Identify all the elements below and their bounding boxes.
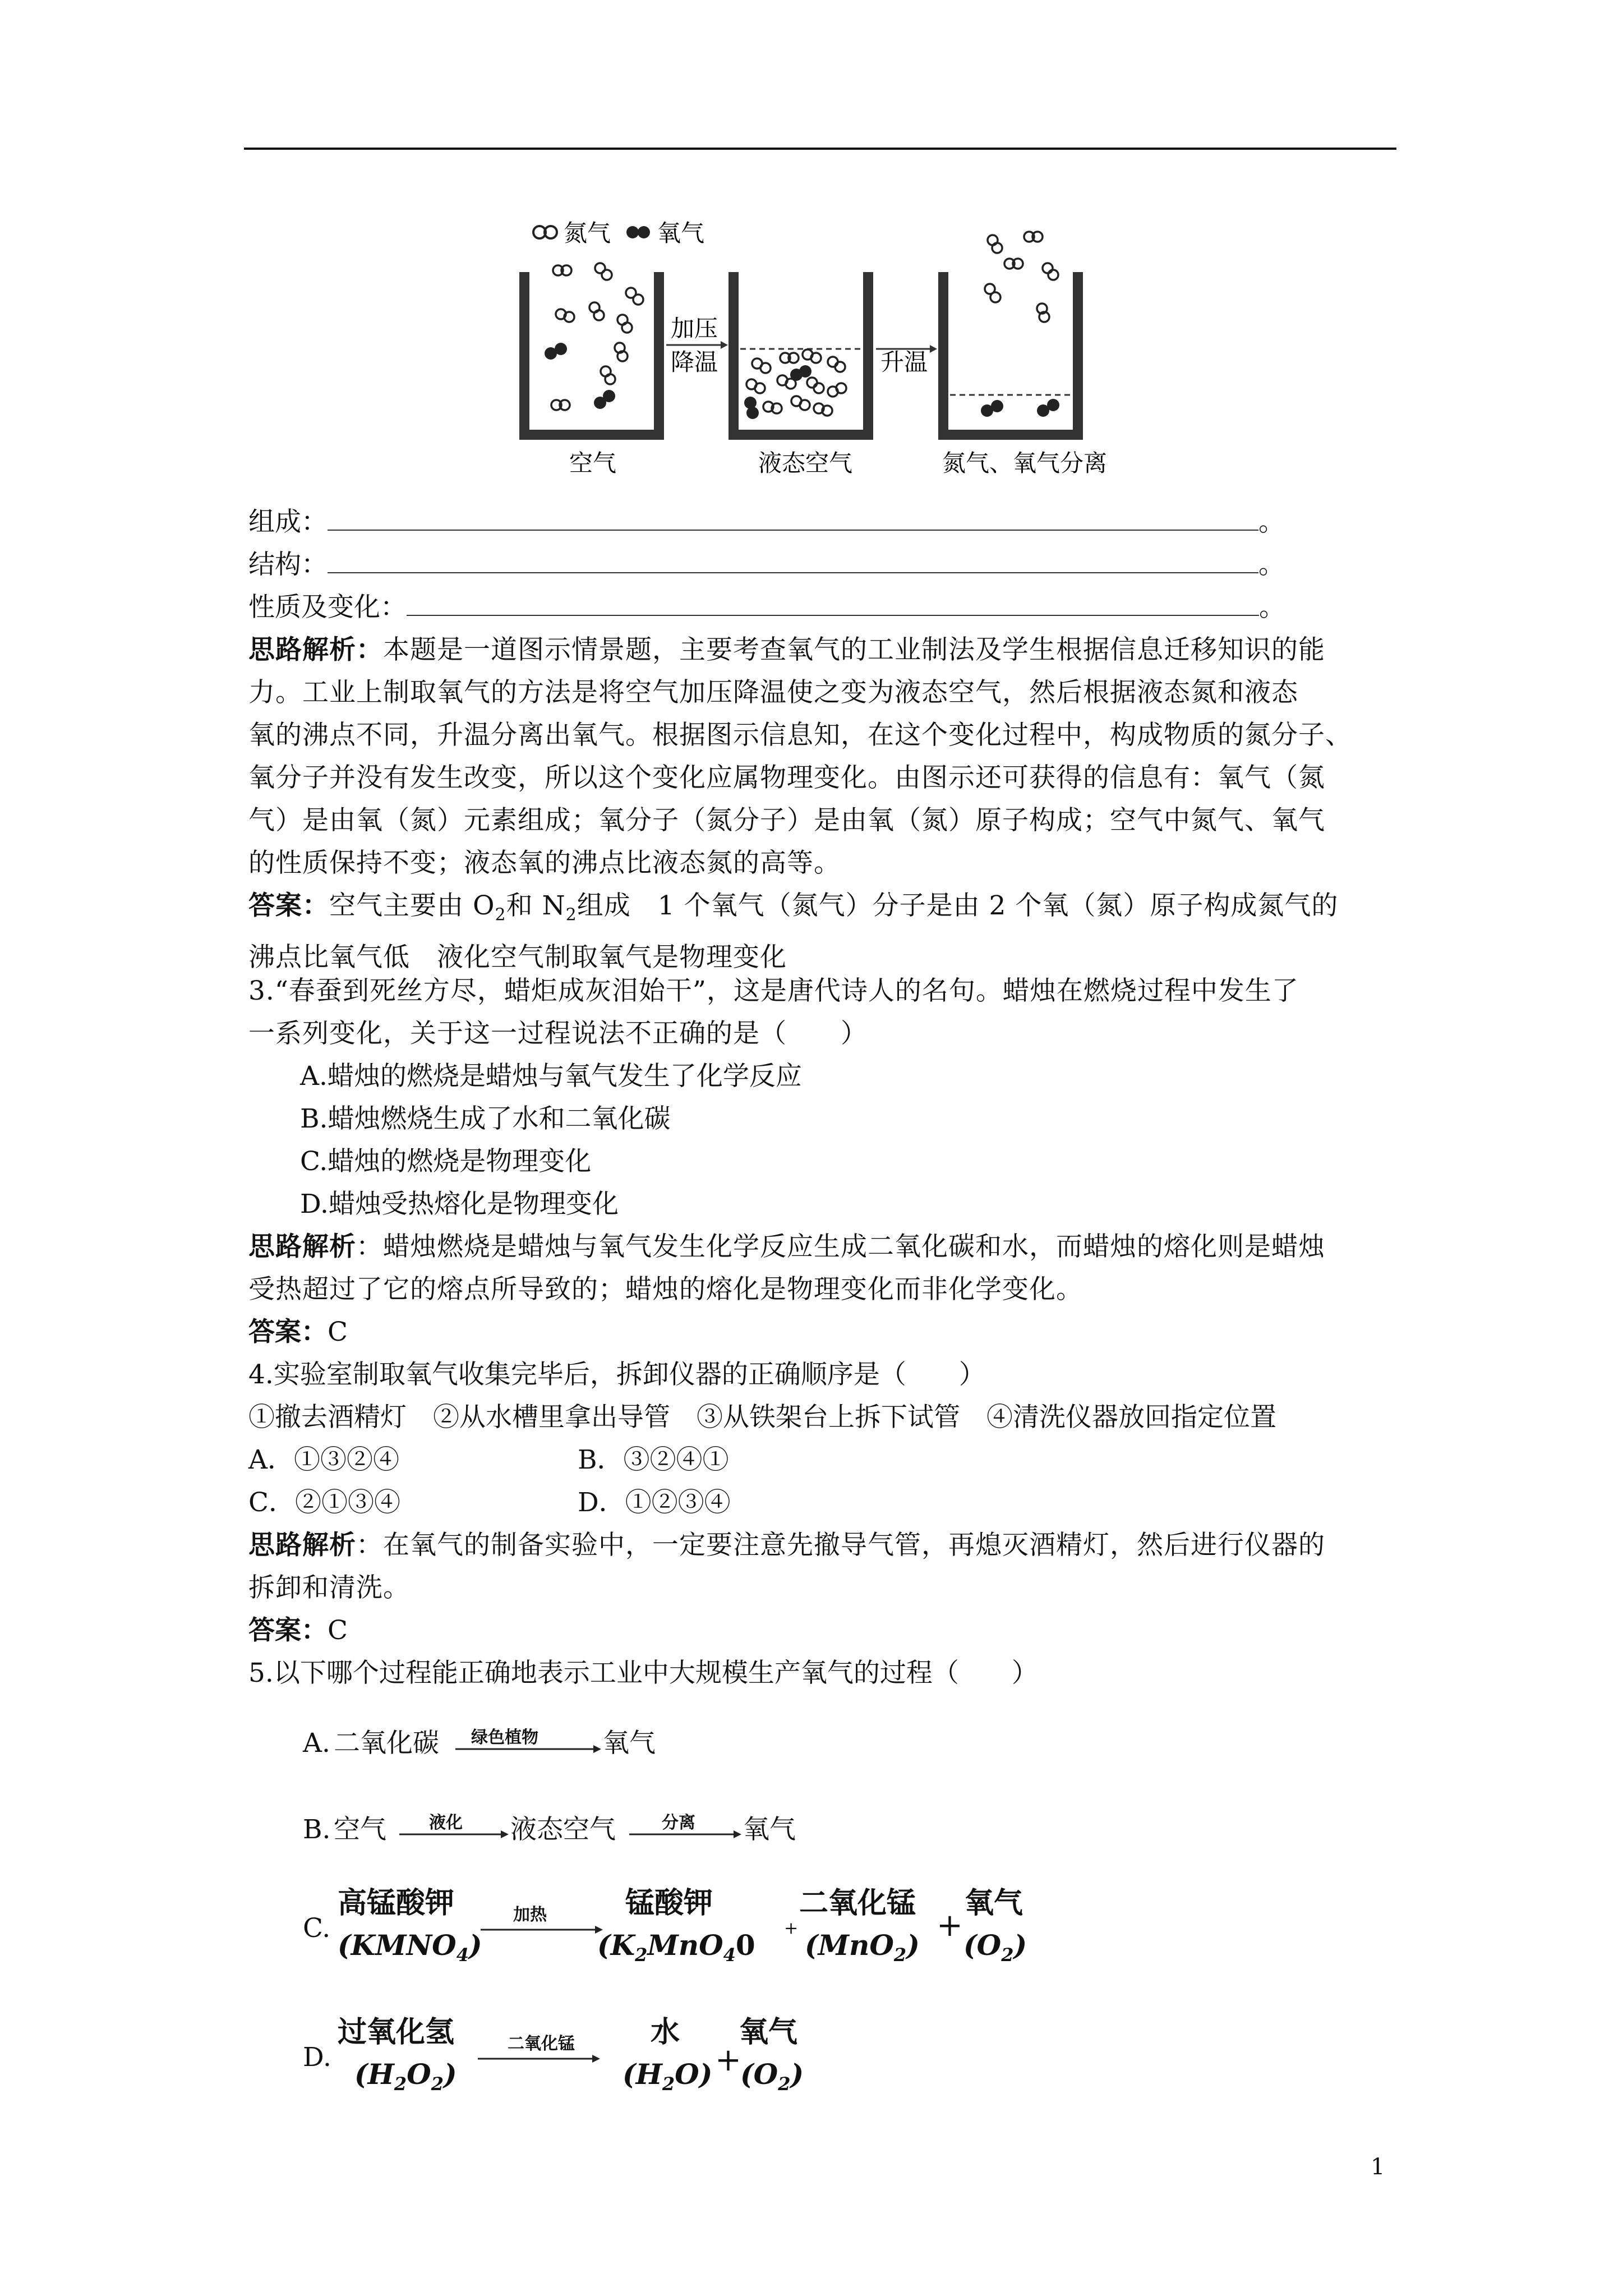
q4-option-c[interactable]: C．②①③④ [248, 1487, 400, 1518]
step1-label-line2: 降温 [671, 348, 718, 376]
step2-label: 升温 [880, 348, 928, 376]
caption-air: 空气 [569, 449, 617, 477]
q4-steps: ①撤去酒精灯 ②从水槽里拿出导管 ③从铁架台上拆下试管 ④清洗仪器放回指定位置 [248, 1402, 1276, 1433]
page-number: 1 [1371, 2154, 1385, 2180]
q3-answer: 答案：C [248, 1317, 348, 1347]
q5-option-c[interactable]: C. 高锰酸钾 $(KMNO_4)$ 加热 锰酸钾 ($K_2MnO_40$ + 二氧化锰 (MnO$_2$) + 氧气 $(O_2)$ [303, 1886, 1027, 1966]
air-nitrogen-molecules [551, 263, 643, 410]
blank-composition: 组成： 。 [248, 507, 1285, 537]
q2-analysis: 思路解析：本题是一道图示情景题，主要考查氧气的工业制法及学生根据信息迁移知识的能 力。工业上制取氧气的方法是将空气加压降温使之变为液态空气，然后根据液态氮和液态 氧的沸点不同，升温分离出氧气。根据图示信息知，在这个变化过程中，构成物质的氮分子、 氧分子并没有发生改变，所以这个变化应属物理变化。由图示还可获得的信息有：氧气（氮 气）是由氧（氮）元素组成；氧分子（氮分子）是由氧（氮）原子构成；空气中氮气、氧气 的性质保持不变；液态氧的沸点比液态氮的高等。 [248, 634, 1352, 878]
q2-answer: 答案：空气主要由 $O_2$和 $N_2$组成 1 个氧气（氮气）分子是由 2 个氧（氮）原子构成氮气的 沸点比氧气低 液化空气制取氧气是物理变化 [248, 890, 1339, 973]
legend-oxygen-label: 氧气 [657, 219, 705, 247]
caption-liquid-air: 液态空气 [758, 449, 853, 477]
q4-option-d[interactable]: D．①②③④ [578, 1487, 731, 1518]
separated-nitrogen-molecules [985, 232, 1058, 322]
blank-properties: 性质及变化： 。 [248, 592, 1285, 623]
q3-option-c[interactable]: C.蜡烛的燃烧是物理变化 [300, 1146, 592, 1177]
q4-answer: 答案：C [248, 1615, 348, 1646]
liquid-oxygen-molecules [744, 365, 811, 419]
q5-option-b[interactable]: B. 空气 液化 液态空气 分离 氧气 [303, 1813, 796, 1845]
q3-option-b[interactable]: B.蜡烛燃烧生成了水和二氧化碳 [300, 1103, 671, 1134]
header-rule [244, 148, 1396, 150]
caption-separated: 氮气、氧气分离 [942, 449, 1108, 477]
separated-oxygen-molecules [981, 399, 1059, 417]
arrow-icon [479, 1924, 606, 1935]
q4-analysis: 思路解析：在氧气的制备实验中，一定要注意先撤导气管，再熄灭酒精灯，然后进行仪器的 拆卸和清洗。 [248, 1530, 1325, 1603]
arrow-icon [477, 2053, 603, 2064]
blank-structure: 结构： 。 [248, 549, 1285, 580]
arrow-icon [398, 1829, 510, 1840]
q5-option-d[interactable]: D. 过氧化氢 $(H_2O_2)$ 二氧化锰 水 $(H_2O)$ + 氧气 $(O_2)$ [303, 2015, 804, 2095]
answer-line[interactable] [407, 591, 1259, 616]
nitrogen-legend-icon [533, 226, 557, 238]
answer-label: 答案： [248, 890, 329, 921]
arrow-icon [628, 1829, 743, 1840]
liquid-nitrogen-molecules [746, 349, 846, 416]
oxygen-legend-icon [626, 226, 650, 238]
answer-line[interactable] [328, 549, 1258, 573]
analysis-label: 思路解析 [248, 634, 356, 665]
q4-stem: 4.实验室制取氧气收集完毕后，拆卸仪器的正确顺序是（ ） [248, 1359, 985, 1390]
legend-nitrogen-label: 氮气 [564, 219, 611, 247]
answer-line[interactable] [328, 506, 1258, 531]
arrow-icon [454, 1743, 603, 1755]
q5-option-a[interactable]: A. 二氧化碳 绿色植物 氧气 [303, 1728, 656, 1759]
q3-analysis: 思路解析：蜡烛燃烧是蜡烛与氧气发生化学反应生成二氧化碳和水，而蜡烛的熔化则是蜡烛 受热超过了它的熔点所导致的；蜡烛的熔化是物理变化而非化学变化。 [248, 1231, 1325, 1305]
q3-option-a[interactable]: A.蜡烛的燃烧是蜡烛与氧气发生了化学反应 [300, 1061, 802, 1092]
liquefaction-diagram [505, 208, 1144, 494]
q4-option-a[interactable]: A．①③②④ [248, 1444, 399, 1475]
step1-label-line1: 加压 [671, 315, 718, 342]
q3-option-d[interactable]: D.蜡烛受热熔化是物理变化 [300, 1189, 619, 1220]
q5-stem: 5.以下哪个过程能正确地表示工业中大规模生产氧气的过程（ ） [248, 1658, 1038, 1688]
container-separated [943, 272, 1078, 435]
q4-option-b[interactable]: B．③②④① [578, 1444, 729, 1475]
q3-stem: 3.“春蚕到死丝方尽，蜡炬成灰泪始干”，这是唐代诗人的名句。蜡烛在燃烧过程中发生了 一系列变化，关于这一过程说法不正确的是（ ） [248, 976, 1299, 1049]
